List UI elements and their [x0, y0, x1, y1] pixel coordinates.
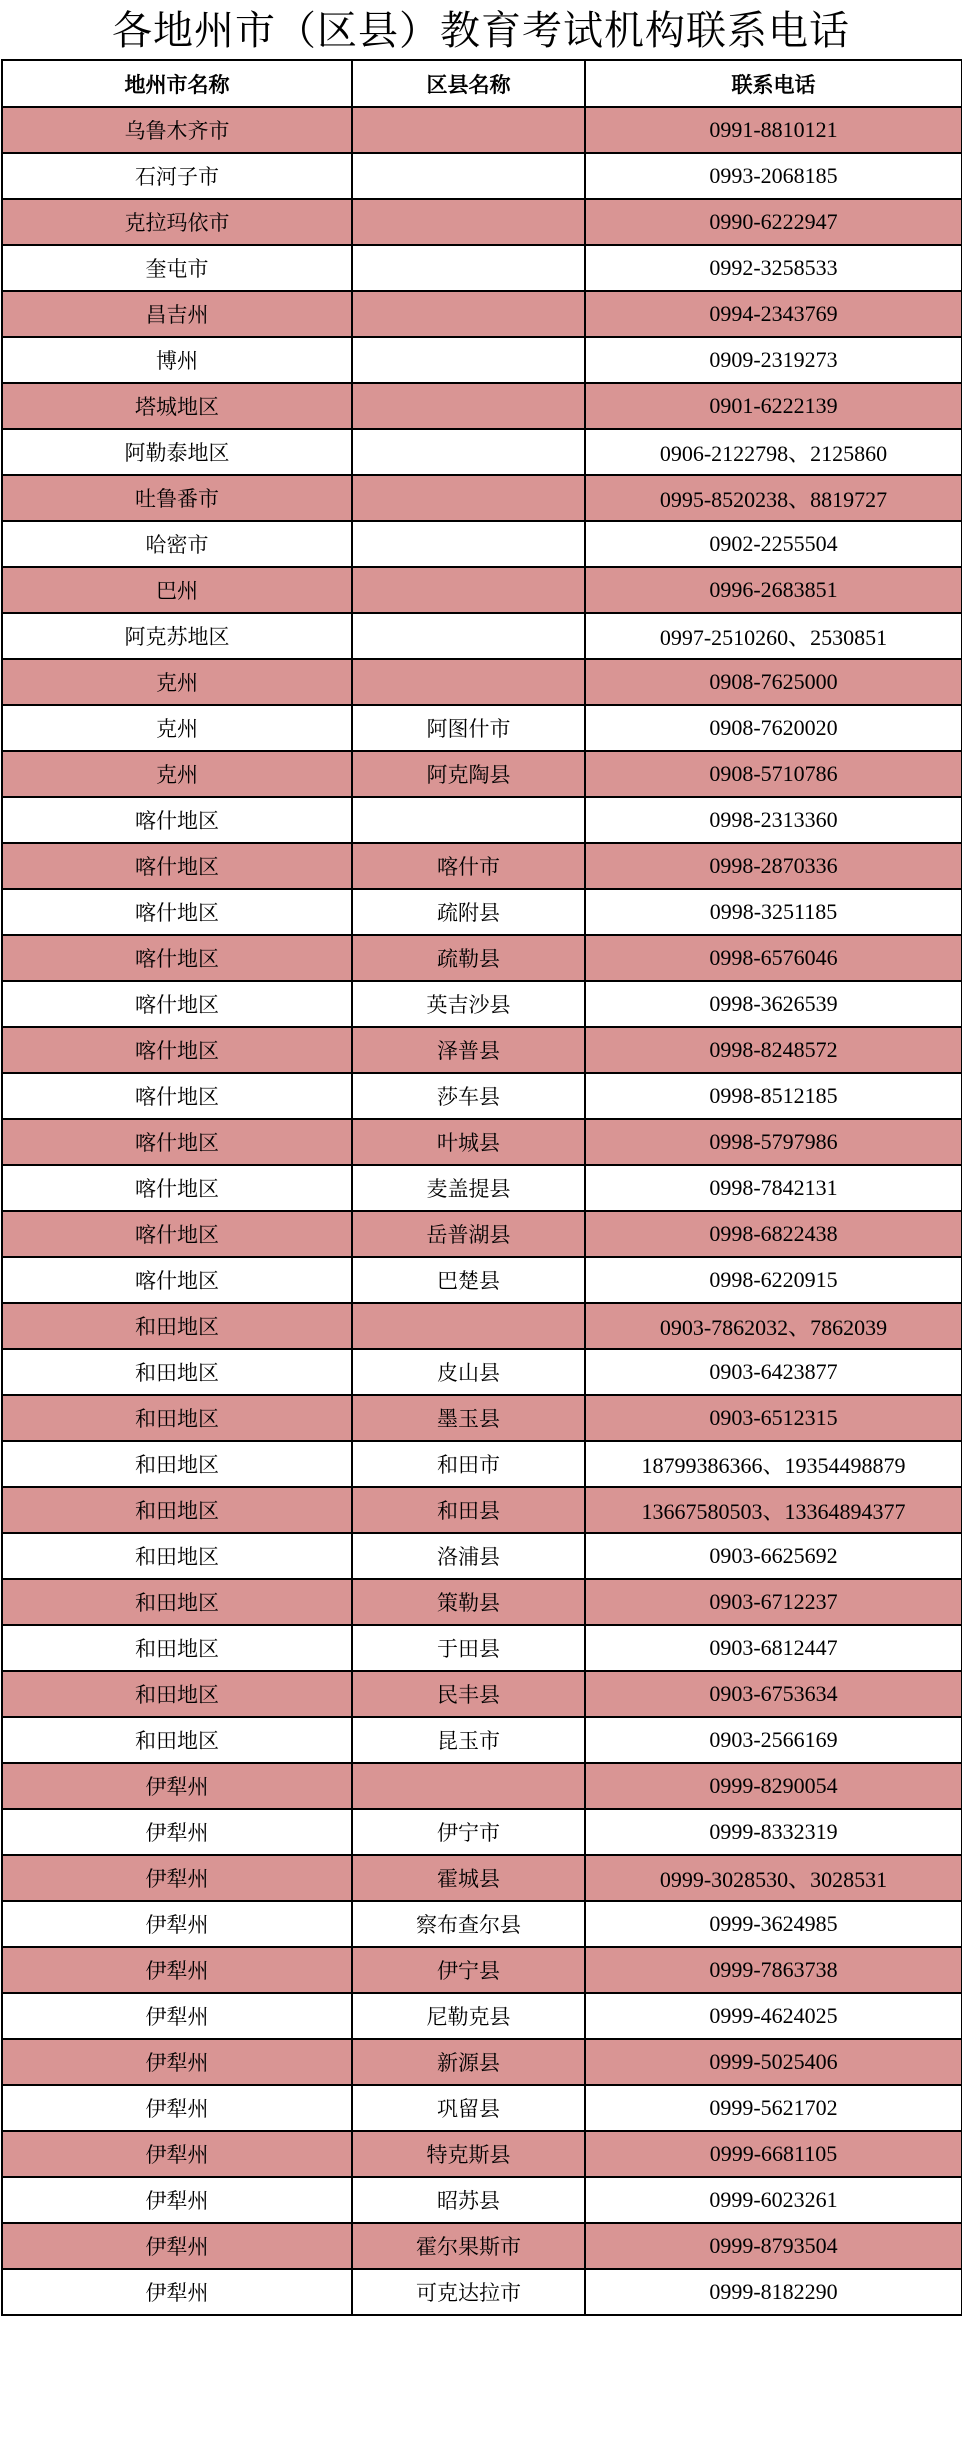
county-cell: 霍城县 — [352, 1855, 585, 1901]
region-cell: 奎屯市 — [2, 245, 352, 291]
county-cell: 察布查尔县 — [352, 1901, 585, 1947]
phone-cell: 0992-3258533 — [585, 245, 962, 291]
county-cell: 喀什市 — [352, 843, 585, 889]
county-cell — [352, 521, 585, 567]
county-cell — [352, 659, 585, 705]
county-cell: 可克达拉市 — [352, 2269, 585, 2315]
phone-cell: 0998-3626539 — [585, 981, 962, 1027]
table-row — [2, 1119, 962, 1165]
table-row — [2, 1901, 962, 1947]
phone-cell: 0908-5710786 — [585, 751, 962, 797]
region-cell: 塔城地区 — [2, 383, 352, 429]
table-row — [2, 1303, 962, 1349]
region-cell: 和田地区 — [2, 1717, 352, 1763]
phone-cell: 0999-3028530、3028531 — [585, 1855, 962, 1901]
table-row — [2, 751, 962, 797]
region-cell: 和田地区 — [2, 1349, 352, 1395]
table-row — [2, 1349, 962, 1395]
table-row — [2, 1257, 962, 1303]
table-row — [2, 613, 962, 659]
county-cell: 阿克陶县 — [352, 751, 585, 797]
county-cell — [352, 613, 585, 659]
county-cell: 疏勒县 — [352, 935, 585, 981]
region-cell: 伊犁州 — [2, 2085, 352, 2131]
table-row — [2, 1947, 962, 1993]
phone-cell: 0999-7863738 — [585, 1947, 962, 1993]
phone-cell: 0999-8290054 — [585, 1763, 962, 1809]
region-cell: 阿勒泰地区 — [2, 429, 352, 475]
region-cell: 喀什地区 — [2, 1165, 352, 1211]
table-row — [2, 107, 962, 153]
phone-cell: 0999-8182290 — [585, 2269, 962, 2315]
region-cell: 哈密市 — [2, 521, 352, 567]
region-cell: 喀什地区 — [2, 1257, 352, 1303]
county-cell — [352, 1763, 585, 1809]
table-row — [2, 1579, 962, 1625]
table-row — [2, 1717, 962, 1763]
county-cell: 民丰县 — [352, 1671, 585, 1717]
phone-cell: 0999-6023261 — [585, 2177, 962, 2223]
phone-cell: 0908-7620020 — [585, 705, 962, 751]
region-cell: 和田地区 — [2, 1487, 352, 1533]
table-row — [2, 935, 962, 981]
table-row — [2, 981, 962, 1027]
phone-cell: 0999-8332319 — [585, 1809, 962, 1855]
table-row — [2, 2085, 962, 2131]
region-cell: 吐鲁番市 — [2, 475, 352, 521]
county-cell — [352, 153, 585, 199]
region-cell: 克州 — [2, 659, 352, 705]
county-cell: 英吉沙县 — [352, 981, 585, 1027]
county-cell: 新源县 — [352, 2039, 585, 2085]
region-cell: 伊犁州 — [2, 2269, 352, 2315]
table-row — [2, 245, 962, 291]
region-cell: 伊犁州 — [2, 2223, 352, 2269]
phone-cell: 0903-6812447 — [585, 1625, 962, 1671]
table-row — [2, 521, 962, 567]
phone-cell: 0998-8248572 — [585, 1027, 962, 1073]
region-cell: 喀什地区 — [2, 797, 352, 843]
region-cell: 和田地区 — [2, 1533, 352, 1579]
table-row — [2, 2269, 962, 2315]
table-body — [2, 107, 962, 2315]
region-cell: 石河子市 — [2, 153, 352, 199]
header-phone: 联系电话 — [585, 60, 962, 107]
county-cell — [352, 383, 585, 429]
table-row — [2, 429, 962, 475]
county-cell — [352, 245, 585, 291]
phone-cell: 0998-3251185 — [585, 889, 962, 935]
phone-cell: 0903-7862032、7862039 — [585, 1303, 962, 1349]
region-cell: 伊犁州 — [2, 1947, 352, 1993]
phone-cell: 0909-2319273 — [585, 337, 962, 383]
table-row — [2, 199, 962, 245]
county-cell: 莎车县 — [352, 1073, 585, 1119]
county-cell: 尼勒克县 — [352, 1993, 585, 2039]
phone-cell: 0998-6576046 — [585, 935, 962, 981]
table-row — [2, 1027, 962, 1073]
county-cell: 伊宁县 — [352, 1947, 585, 1993]
table-row — [2, 337, 962, 383]
county-cell: 巴楚县 — [352, 1257, 585, 1303]
county-cell: 昭苏县 — [352, 2177, 585, 2223]
region-cell: 喀什地区 — [2, 1073, 352, 1119]
region-cell: 和田地区 — [2, 1671, 352, 1717]
phone-cell: 0998-2870336 — [585, 843, 962, 889]
phone-cell: 0995-8520238、8819727 — [585, 475, 962, 521]
county-cell: 和田市 — [352, 1441, 585, 1487]
phone-cell: 0994-2343769 — [585, 291, 962, 337]
region-cell: 克州 — [2, 705, 352, 751]
table-row — [2, 1671, 962, 1717]
table-row — [2, 475, 962, 521]
region-cell: 喀什地区 — [2, 1119, 352, 1165]
region-cell: 伊犁州 — [2, 1855, 352, 1901]
region-cell: 喀什地区 — [2, 889, 352, 935]
phone-cell: 0998-7842131 — [585, 1165, 962, 1211]
phone-cell: 0998-6220915 — [585, 1257, 962, 1303]
phone-cell: 13667580503、13364894377 — [585, 1487, 962, 1533]
phone-cell: 0998-2313360 — [585, 797, 962, 843]
region-cell: 和田地区 — [2, 1579, 352, 1625]
phone-cell: 0996-2683851 — [585, 567, 962, 613]
county-cell: 阿图什市 — [352, 705, 585, 751]
phone-cell: 0906-2122798、2125860 — [585, 429, 962, 475]
table-row — [2, 1487, 962, 1533]
table-row — [2, 889, 962, 935]
table-row — [2, 797, 962, 843]
phone-cell: 0991-8810121 — [585, 107, 962, 153]
county-cell — [352, 337, 585, 383]
phone-cell: 0903-6512315 — [585, 1395, 962, 1441]
table-row — [2, 705, 962, 751]
table-row — [2, 843, 962, 889]
table-row — [2, 659, 962, 705]
county-cell — [352, 107, 585, 153]
phone-cell: 0908-7625000 — [585, 659, 962, 705]
county-cell — [352, 475, 585, 521]
county-cell: 特克斯县 — [352, 2131, 585, 2177]
region-cell: 昌吉州 — [2, 291, 352, 337]
phone-cell: 0999-5025406 — [585, 2039, 962, 2085]
table-row — [2, 1211, 962, 1257]
region-cell: 伊犁州 — [2, 2039, 352, 2085]
county-cell: 叶城县 — [352, 1119, 585, 1165]
table-row — [2, 2039, 962, 2085]
table-row — [2, 2131, 962, 2177]
phone-cell: 0903-6712237 — [585, 1579, 962, 1625]
table-row — [2, 1395, 962, 1441]
region-cell: 博州 — [2, 337, 352, 383]
phone-cell: 0903-2566169 — [585, 1717, 962, 1763]
region-cell: 喀什地区 — [2, 981, 352, 1027]
table-row — [2, 383, 962, 429]
phone-cell: 0993-2068185 — [585, 153, 962, 199]
county-cell: 麦盖提县 — [352, 1165, 585, 1211]
region-cell: 喀什地区 — [2, 1027, 352, 1073]
header-county: 区县名称 — [352, 60, 585, 107]
phone-cell: 0998-5797986 — [585, 1119, 962, 1165]
region-cell: 和田地区 — [2, 1441, 352, 1487]
table-row — [2, 1855, 962, 1901]
phone-cell: 0903-6423877 — [585, 1349, 962, 1395]
region-cell: 和田地区 — [2, 1395, 352, 1441]
table-row — [2, 1165, 962, 1211]
table-row — [2, 1625, 962, 1671]
phone-cell: 0999-8793504 — [585, 2223, 962, 2269]
region-cell: 和田地区 — [2, 1303, 352, 1349]
phone-cell: 0903-6753634 — [585, 1671, 962, 1717]
region-cell: 巴州 — [2, 567, 352, 613]
region-cell: 伊犁州 — [2, 1901, 352, 1947]
region-cell: 和田地区 — [2, 1625, 352, 1671]
region-cell: 喀什地区 — [2, 1211, 352, 1257]
region-cell: 喀什地区 — [2, 935, 352, 981]
header-region: 地州市名称 — [2, 60, 352, 107]
table-row — [2, 567, 962, 613]
phone-cell: 0902-2255504 — [585, 521, 962, 567]
phone-cell: 0998-6822438 — [585, 1211, 962, 1257]
phone-cell: 0903-6625692 — [585, 1533, 962, 1579]
county-cell: 泽普县 — [352, 1027, 585, 1073]
region-cell: 克拉玛依市 — [2, 199, 352, 245]
phone-cell: 0999-4624025 — [585, 1993, 962, 2039]
phone-cell: 0999-6681105 — [585, 2131, 962, 2177]
table-row — [2, 1533, 962, 1579]
county-cell — [352, 1303, 585, 1349]
region-cell: 阿克苏地区 — [2, 613, 352, 659]
county-cell: 洛浦县 — [352, 1533, 585, 1579]
county-cell: 巩留县 — [352, 2085, 585, 2131]
region-cell: 克州 — [2, 751, 352, 797]
table-row — [2, 1073, 962, 1119]
county-cell: 伊宁市 — [352, 1809, 585, 1855]
table-row — [2, 1809, 962, 1855]
county-cell — [352, 199, 585, 245]
table-row — [2, 1441, 962, 1487]
region-cell: 伊犁州 — [2, 1809, 352, 1855]
phone-cell: 0999-3624985 — [585, 1901, 962, 1947]
county-cell — [352, 567, 585, 613]
county-cell — [352, 429, 585, 475]
phone-cell: 18799386366、19354498879 — [585, 1441, 962, 1487]
table-row — [2, 2223, 962, 2269]
county-cell: 疏附县 — [352, 889, 585, 935]
region-cell: 伊犁州 — [2, 2131, 352, 2177]
phone-cell: 0901-6222139 — [585, 383, 962, 429]
county-cell: 霍尔果斯市 — [352, 2223, 585, 2269]
county-cell: 昆玉市 — [352, 1717, 585, 1763]
table-header-row — [2, 60, 962, 107]
phone-cell: 0990-6222947 — [585, 199, 962, 245]
region-cell: 伊犁州 — [2, 1993, 352, 2039]
county-cell: 墨玉县 — [352, 1395, 585, 1441]
phone-cell: 0998-8512185 — [585, 1073, 962, 1119]
table-row — [2, 291, 962, 337]
phone-cell: 0997-2510260、2530851 — [585, 613, 962, 659]
county-cell — [352, 797, 585, 843]
region-cell: 乌鲁木齐市 — [2, 107, 352, 153]
county-cell — [352, 291, 585, 337]
table-row — [2, 153, 962, 199]
county-cell: 和田县 — [352, 1487, 585, 1533]
county-cell: 皮山县 — [352, 1349, 585, 1395]
table-row — [2, 1763, 962, 1809]
county-cell: 岳普湖县 — [352, 1211, 585, 1257]
phone-cell: 0999-5621702 — [585, 2085, 962, 2131]
region-cell: 喀什地区 — [2, 843, 352, 889]
region-cell: 伊犁州 — [2, 2177, 352, 2223]
region-cell: 伊犁州 — [2, 1763, 352, 1809]
table-row — [2, 2177, 962, 2223]
county-cell: 策勒县 — [352, 1579, 585, 1625]
county-cell: 于田县 — [352, 1625, 585, 1671]
page-title: 各地州市（区县）教育考试机构联系电话 — [112, 8, 850, 54]
contact-table — [1, 59, 962, 2316]
table-row — [2, 1993, 962, 2039]
